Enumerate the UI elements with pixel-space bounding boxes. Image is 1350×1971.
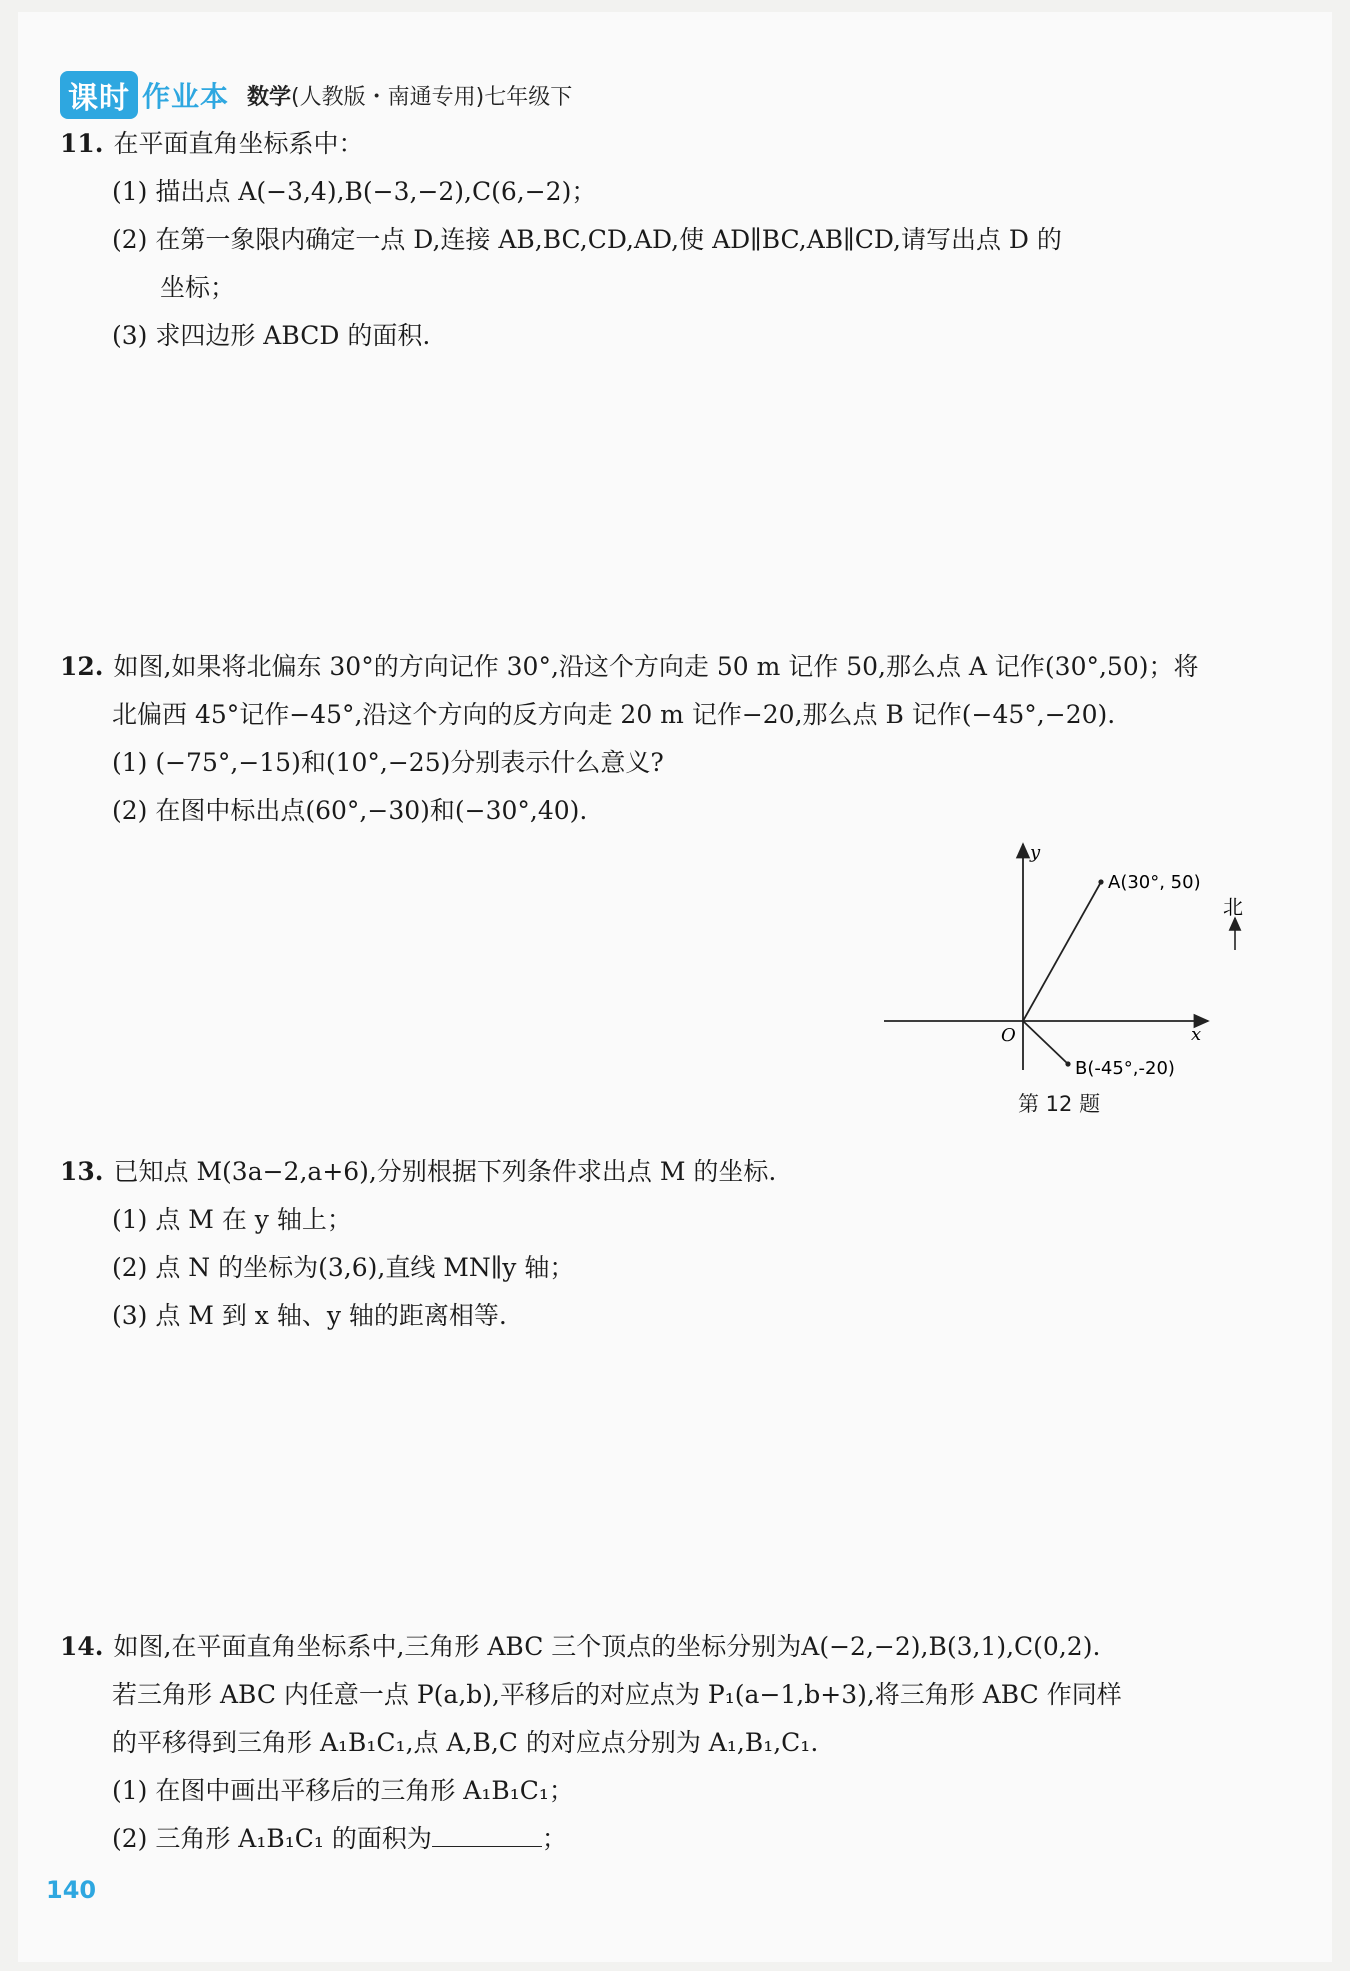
question-13: [60, 1148, 776, 1340]
logo-badge: 课时: [60, 71, 138, 119]
page-number: 140: [46, 1876, 97, 1904]
point-a: [1098, 879, 1103, 884]
point-b: [1065, 1061, 1070, 1066]
x-axis-label: x: [1191, 1024, 1202, 1045]
ray-a: [1023, 882, 1101, 1021]
point-a-label: A(30°, 50): [1108, 872, 1201, 893]
part-3: (3) 求四边形 ABCD 的面积.: [112, 321, 431, 350]
subject-rest: (人教版・南通专用)七年级下: [291, 84, 573, 110]
logo-text: 作业本: [142, 80, 230, 113]
origin-label: O: [1001, 1025, 1016, 1046]
question-11: [60, 120, 1062, 360]
question-stem: 在平面直角坐标系中：: [113, 129, 364, 158]
part-2: (2) 在第一象限内确定一点 D,连接 AB,BC,CD,AD,使 AD∥BC,AB∥CD,请写出点 D 的: [112, 225, 1062, 254]
question-stem-line-2: 若三角形 ABC 内任意一点 P(a,b),平移后的对应点为 P₁(a−1,b+3),将三角形 ABC 作同样: [112, 1680, 1122, 1709]
subject-title: [247, 80, 572, 111]
question-stem-line-1: 如图,如果将北偏东 30°的方向记作 30°,沿这个方向走 50 m 记作 50,那么点 A 记作(30°,50)；将: [113, 652, 1199, 681]
figure-caption: 第 12 题: [1018, 1092, 1101, 1116]
part-1: (1) 在图中画出平移后的三角形 A₁B₁C₁；: [112, 1776, 574, 1805]
subject-bold: 数学: [247, 84, 292, 110]
question-stem-line-1: 如图,在平面直角坐标系中,三角形 ABC 三个顶点的坐标分别为A(−2,−2),B(3,1),C(0,2).: [113, 1632, 1101, 1661]
part-2: [60, 1815, 1122, 1863]
book-header: [60, 72, 572, 118]
question-number: 14.: [60, 1632, 104, 1661]
figure-12: [878, 838, 1258, 1128]
y-axis-label: y: [1030, 842, 1041, 863]
question-12: [60, 643, 1199, 835]
part-2: (2) 点 N 的坐标为(3,6),直线 MN∥y 轴；: [112, 1253, 575, 1282]
question-stem-line-3: 的平移得到三角形 A₁B₁C₁,点 A,B,C 的对应点分别为 A₁,B₁,C₁.: [112, 1728, 819, 1757]
question-stem-line-2: 北偏西 45°记作−45°,沿这个方向的反方向走 20 m 记作−20,那么点 B 记作(−45°,−20).: [112, 700, 1116, 729]
part-1: (1) (−75°,−15)和(10°,−25)分别表示什么意义?: [112, 748, 664, 777]
figure-12-diagram: [878, 838, 1258, 1128]
point-b-label: B(-45°,-20): [1075, 1058, 1175, 1079]
question-number: 13.: [60, 1157, 104, 1186]
ray-b: [1023, 1021, 1068, 1064]
part-2-continued: 坐标；: [160, 273, 236, 302]
part-2-end: ；: [541, 1824, 567, 1853]
answer-blank[interactable]: [432, 1822, 542, 1847]
north-label: 北: [1223, 895, 1243, 919]
part-1: (1) 描出点 A(−3,4),B(−3,−2),C(6,−2)；: [112, 177, 597, 206]
part-2-text: (2) 三角形 A₁B₁C₁ 的面积为: [112, 1824, 432, 1853]
part-3: (3) 点 M 到 x 轴、y 轴的距离相等.: [112, 1301, 507, 1330]
question-stem: 已知点 M(3a−2,a+6),分别根据下列条件求出点 M 的坐标.: [113, 1157, 777, 1186]
question-number: 12.: [60, 652, 104, 681]
part-2: (2) 在图中标出点(60°,−30)和(−30°,40).: [112, 796, 588, 825]
question-number: 11.: [60, 129, 104, 158]
part-1: (1) 点 M 在 y 轴上；: [112, 1205, 352, 1234]
question-14: [60, 1623, 1122, 1863]
